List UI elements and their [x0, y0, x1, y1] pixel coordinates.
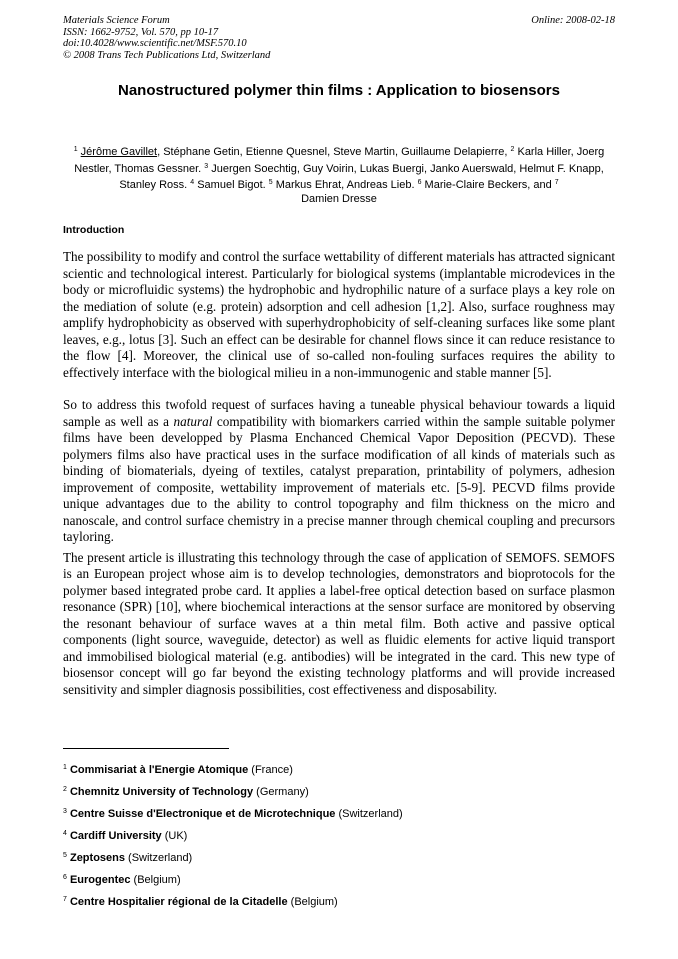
- copyright: © 2008 Trans Tech Publications Ltd, Switzerland: [63, 49, 271, 61]
- footnote: $^5$ Zeptosens (Switzerland): [63, 852, 193, 864]
- footnote: $^2$ Chemnitz University of Technology (Germany): [63, 786, 309, 798]
- footnote: $^1$ Commisariat à l'Energie Atomique (France): [63, 764, 293, 776]
- footnote: $^6$ Eurogentec (Belgium): [63, 874, 181, 886]
- doi: doi:10.4028/www.scientific.net/MSF.570.10: [63, 38, 247, 49]
- issn: ISSN: 1662-9752, Vol. 570, pp 10-17: [63, 26, 219, 38]
- journal-name: Materials Science Forum: [63, 15, 170, 26]
- footnote: $^3$ Centre Suisse d'Electronique et de Microtechnique (Switzerland): [63, 808, 403, 820]
- paragraph: So to address this twofold request of surfaces having a tuneable physical behaviour towards a liquid sample as well as a natural compatibility with biomarkers carried within the sample suitable polymer films have been developped by Plasma Enchanced Chemical Vapor Deposition (PECVD). These polymers films also have practical uses in the surface modification of all kinds of materials such as binding of biomaterials, dyeing of textiles, catalyst preparation, printability of polymers, adhesion improvement of composite, wettability improvement of materials etc. [5-9]. PECVD films provide unique advantages due to the ability to control topography and film thickness on the micro and nanoscale, and control surface chemistry in a precise manner through chemical coupling and precursors tayloring.: [63, 397, 615, 544]
- author-list: $^1$ Jérôme Gavillet, Stéphane Getin, Etienne Quesnel, Steve Martin, Guillaume Delapierre, $^2$ Karla Hiller, Joerg Nestler, Thomas Gessner. $^3$ Juergen Soechtig, Guy Voirin, Lukas Buergi, Janko Auerswald, Helmut F. Knapp, Stanley Ross. $^4$ Samuel Bigot. $^5$ Markus Ehrat, Andreas Lieb. $^6$ Marie-Claire Beckers, and $^7$ Damien Dresse: [73, 146, 605, 205]
- body-text: [63, 249, 615, 714]
- footnote: $^7$ Centre Hospitalier régional de la Citadelle (Belgium): [63, 896, 338, 908]
- journal-header: [63, 15, 270, 61]
- corresponding-author: Jérôme Gavillet: [80, 146, 158, 158]
- online-date: Online: 2008-02-18: [531, 15, 615, 26]
- paper-title: Nanostructured polymer thin films : Application to biosensors: [118, 82, 560, 99]
- paragraph: The present article is illustrating this technology through the case of application of SEMOFS. SEMOFS is an European project whose aim is to develop technologies, demonstrators and bioprotocols for the polymer based integrated probe card. It applies a label-free optical detection based on surface plasmon resonance (SPR) [10], where biochemical interactions at the sensor surface are monitored by observing the resonant behaviour of surface waves at a thin metal film. Both active and passive optical components (light source, waveguide, detector) as well as fluidic elements for active liquid transport and immobilised biological material (e.g. antibodies) will be integrated in the card. This new type of biosensor concept will go far beyond the existing technology platforms and will provide increased sensitivity and simpler diagnosis possibilities, cost effectiveness and disposability.: [63, 549, 615, 697]
- paragraph: The possibility to modify and control the surface wettability of different materials has attracted signicant scientic and technological interest. Particularly for biological systems (implantable microdevices in the body or microfluidic systems) the hydrophobic and hydrophilic nature of a surface plays a key role on the mediation of solute (e.g. protein) adsorption and cell adhesion [1,2]. Also, surface roughness may amplify hydrophobicity as observed with superhydrophobicity of self-cleaning surfaces like some plant leaves, e.g., lotus [3]. Such an effect can be desirable for channel flows since it can reduce resistance to the flow [4]. Moreover, the clinical use of so-called non-fouling surfaces requires the ability to effectively interface with the biological milieu in a non-immunogenic and stable manner [5].: [63, 249, 616, 380]
- footnote-separator: [63, 748, 229, 749]
- footnotes: [63, 758, 403, 912]
- section-heading: Introduction: [63, 224, 125, 236]
- footnote: $^4$ Cardiff University (UK): [63, 830, 188, 842]
